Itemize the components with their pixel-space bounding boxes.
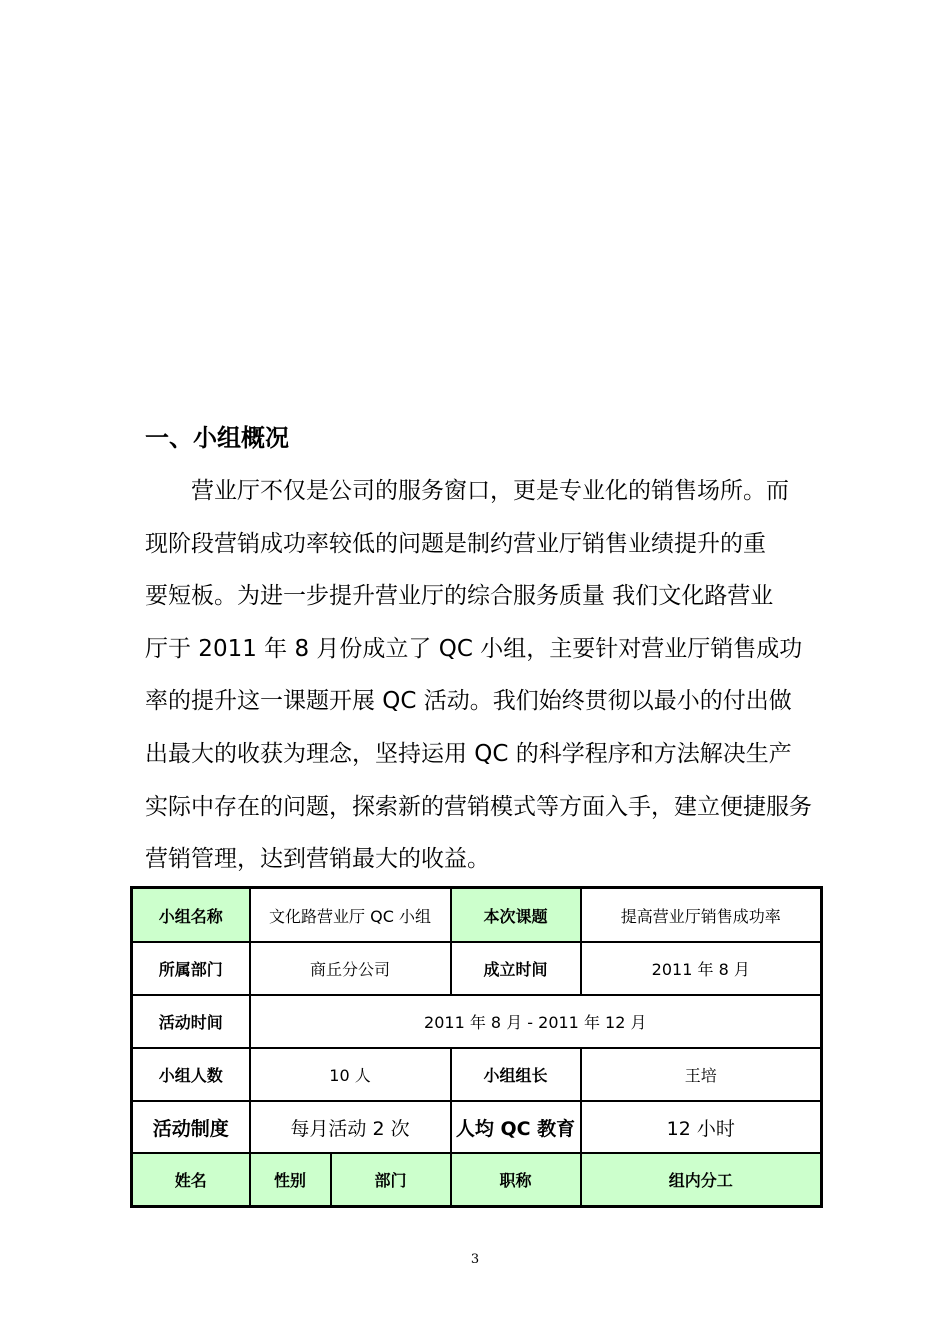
- activity-period-label: 活动时间: [132, 995, 250, 1048]
- leader-value: 王培: [581, 1048, 822, 1101]
- table-row: [132, 1101, 822, 1153]
- member-title-header: 职称: [451, 1153, 581, 1207]
- table-row: [132, 995, 822, 1048]
- paragraph-line: 现阶段营销成功率较低的问题是制约营业厅销售业绩提升的重: [145, 530, 766, 557]
- paragraph-line: 厅于 2011 年 8 月份成立了 QC 小组，主要针对营业厅销售成功: [145, 635, 803, 662]
- member-name-header: 姓名: [132, 1153, 250, 1207]
- paragraph-line: 营销管理，达到营销最大的收益。: [145, 846, 490, 873]
- table-row: [132, 888, 822, 943]
- founded-value: 2011 年 8 月: [581, 942, 822, 995]
- activity-period-value: 2011 年 8 月 - 2011 年 12 月: [250, 995, 822, 1048]
- section-heading: 一、小组概况: [145, 424, 289, 452]
- department-label: 所属部门: [132, 942, 250, 995]
- member-count-value: 10 人: [250, 1048, 451, 1101]
- department-value: 商丘分公司: [250, 942, 451, 995]
- qc-education-value: 12 小时: [581, 1101, 822, 1153]
- activity-system-label: 活动制度: [132, 1101, 250, 1153]
- paragraph-line: 率的提升这一课题开展 QC 活动。我们始终贯彻以最小的付出做: [145, 688, 792, 715]
- page-number: 3: [470, 1252, 480, 1267]
- activity-system-value: 每月活动 2 次: [250, 1101, 451, 1153]
- paragraph-line: 营业厅不仅是公司的服务窗口，更是专业化的销售场所。而: [191, 478, 789, 504]
- group-info-table: [130, 886, 823, 1208]
- leader-label: 小组组长: [451, 1048, 581, 1101]
- qc-education-label: 人均 QC 教育: [451, 1101, 581, 1153]
- topic-value: 提高营业厅销售成功率: [581, 888, 822, 943]
- paragraph-line: 要短板。为进一步提升营业厅的综合服务质量 我们文化路营业: [145, 583, 774, 610]
- paragraph-line: 实际中存在的问题，探索新的营销模式等方面入手，建立便捷服务: [145, 793, 812, 820]
- topic-label: 本次课题: [451, 888, 581, 943]
- group-name-label: 小组名称: [132, 888, 250, 943]
- intro-paragraph: [145, 470, 815, 891]
- member-gender-header: 性别: [250, 1153, 331, 1207]
- table-row: [132, 1048, 822, 1101]
- member-count-label: 小组人数: [132, 1048, 250, 1101]
- member-department-header: 部门: [331, 1153, 451, 1207]
- member-role-header: 组内分工: [581, 1153, 822, 1207]
- table-row: [132, 1153, 822, 1207]
- group-name-value: 文化路营业厅 QC 小组: [250, 888, 451, 943]
- founded-label: 成立时间: [451, 942, 581, 995]
- table-row: [132, 942, 822, 995]
- paragraph-line: 出最大的收获为理念，坚持运用 QC 的科学程序和方法解决生产: [145, 740, 792, 767]
